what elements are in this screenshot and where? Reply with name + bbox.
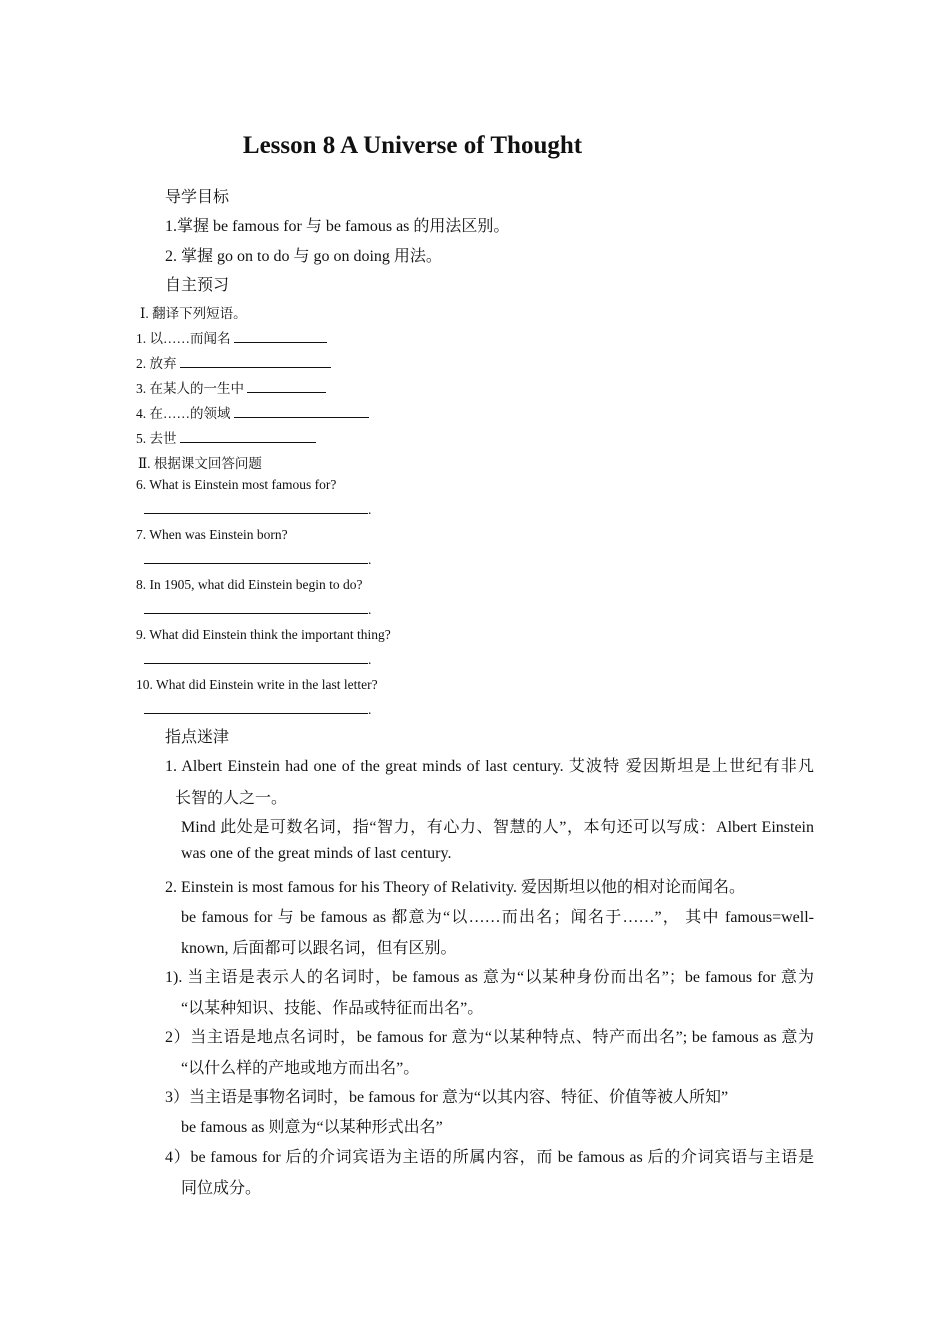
rule-2-line-1: 2）当主语是地点名词时，be famous for 意为“以某种特点、特产而出名”; be famous as 意为 <box>165 1029 814 1046</box>
rule-1-line-1: 1). 当主语是表示人的名词时，be famous as 意为“以某种身份而出名”；be famous for 意为 <box>165 969 814 986</box>
phrase-label: 4. 在……的领域 <box>136 406 231 421</box>
phrase-label: 2. 放弃 <box>136 356 177 371</box>
phrase-item <box>136 352 331 372</box>
answer-line[interactable]: . <box>144 551 371 568</box>
phrase-item <box>136 402 369 422</box>
note-2-explain-line-2: known, 后面都可以跟名词，但有区别。 <box>181 940 457 957</box>
rule-1-line-2: “以某种知识、技能、作品或特征而出名”。 <box>181 1000 484 1017</box>
rule-4-line-2: 同位成分。 <box>181 1180 262 1197</box>
phrase-blank[interactable] <box>180 355 331 368</box>
rule-3-line-1: 3）当主语是事物名词时，be famous for 意为“以其内容、特征、价值等被人所知” <box>165 1089 729 1106</box>
note-1-line-1: 1. Albert Einstein had one of the great minds of last century. 艾波特 爱因斯坦是上世纪有非凡 <box>165 758 814 775</box>
preview-heading: 自主预习 <box>165 277 230 294</box>
goal-item-2: 2. 掌握 go on to do 与 go on doing 用法。 <box>165 248 442 265</box>
part2-heading: Ⅱ. 根据课文回答问题 <box>138 456 262 471</box>
rule-3-line-2: be famous as 则意为“以某种形式出名” <box>181 1119 443 1136</box>
phrase-blank[interactable] <box>247 380 326 393</box>
question: 9. What did Einstein think the important thing? <box>136 627 391 642</box>
answer-line[interactable]: . <box>144 601 371 618</box>
phrase-label: 3. 在某人的一生中 <box>136 381 244 396</box>
phrase-item <box>136 327 327 347</box>
note-2-line-1: 2. Einstein is most famous for his Theory of Relativity. 爱因斯坦以他的相对论而闻名。 <box>165 879 745 896</box>
part1-heading: Ⅰ. 翻译下列短语。 <box>140 306 247 321</box>
rule-4-line-1: 4）be famous for 后的介词宾语为主语的所属内容，而 be famous as 后的介词宾语与主语是 <box>165 1149 814 1166</box>
page-title: Lesson 8 A Universe of Thought <box>242 132 583 159</box>
note-1-explain-line-1: Mind 此处是可数名词，指“智力，有心力、智慧的人”，本句还可以写成：Albert Einstein <box>181 819 814 836</box>
phrase-item <box>136 377 326 397</box>
note-1-explain-line-2: was one of the great minds of last century. <box>181 845 452 862</box>
answer-line[interactable]: . <box>144 651 371 668</box>
phrase-label: 5. 去世 <box>136 431 177 446</box>
question: 8. In 1905, what did Einstein begin to do? <box>136 577 363 592</box>
phrase-blank[interactable] <box>180 430 316 443</box>
phrase-blank[interactable] <box>234 405 369 418</box>
guide-heading: 指点迷津 <box>165 729 230 746</box>
note-1-line-2: 长智的人之一。 <box>175 790 288 807</box>
phrase-label: 1. 以……而闻名 <box>136 331 231 346</box>
answer-line[interactable]: . <box>144 701 371 718</box>
phrase-item <box>136 427 316 447</box>
note-2-explain-line-1: be famous for 与 be famous as 都意为“以……而出名；闻名于……”， 其中 famous=well- <box>181 909 814 926</box>
question: 6. What is Einstein most famous for? <box>136 477 337 492</box>
question: 10. What did Einstein write in the last letter? <box>136 677 378 692</box>
answer-line[interactable]: . <box>144 501 371 518</box>
phrase-blank[interactable] <box>234 330 327 343</box>
question: 7. When was Einstein born? <box>136 527 288 542</box>
goal-item-1: 1.掌握 be famous for 与 be famous as 的用法区别。 <box>165 218 510 235</box>
goals-heading: 导学目标 <box>165 189 230 206</box>
rule-2-line-2: “以什么样的产地或地方而出名”。 <box>181 1060 420 1077</box>
